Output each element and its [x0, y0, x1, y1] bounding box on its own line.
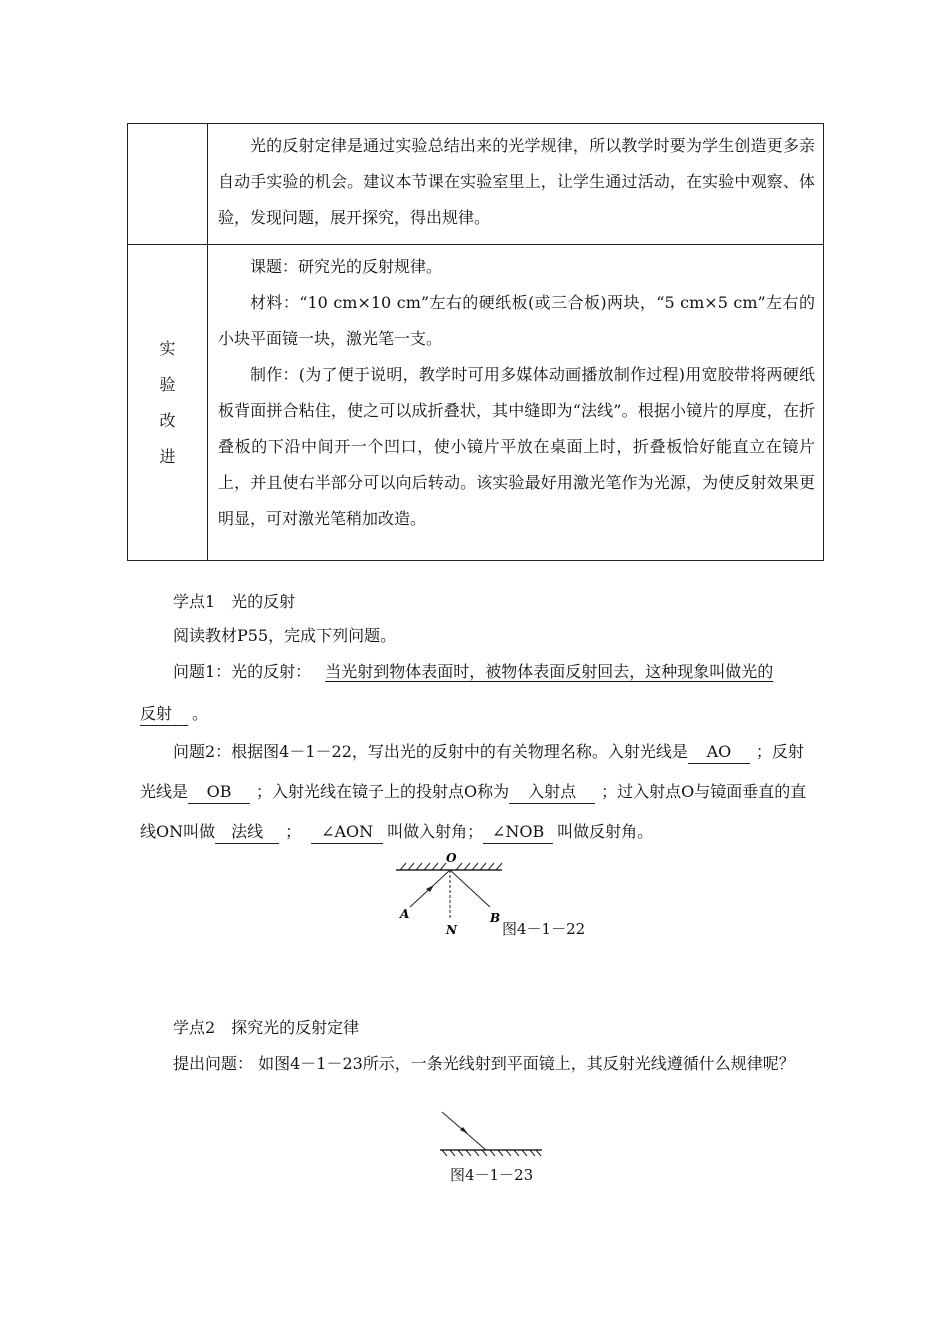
question2-text: 叫做反射角。 [557, 822, 654, 841]
question2-text: 叫做入射角； [387, 822, 484, 841]
experiment-materials: 材料：“10 cm×10 cm”左右的硬纸板(或三合板)两块，“5 cm×5 cm”左右的小块平面镜一块，激光笔一支。 [218, 293, 815, 348]
section2-heading: 学点2 探究光的反射定律 [173, 1018, 360, 1037]
row-label-experiment-improvement [128, 245, 208, 561]
question2-text: 光线是 [140, 782, 189, 801]
incident-ray-answer: AO [688, 741, 750, 764]
question2-text: 线ON叫做 [140, 822, 216, 841]
question2-text: ；过入射点O与镜面垂直的直 [601, 782, 807, 801]
mirror-hatching [442, 1150, 541, 1156]
row-label-empty [128, 124, 208, 245]
question2-line1 [173, 740, 804, 764]
question2-line3 [140, 820, 653, 844]
normal-answer: 法线 [215, 821, 279, 844]
section1-heading: 学点1 光的反射 [173, 592, 296, 611]
label-a: A [400, 907, 410, 921]
row-content [208, 245, 824, 561]
figure-caption-4-1-22: 图4－1－22 [502, 920, 586, 938]
question1-line1 [173, 660, 773, 684]
design-note-text: 光的反射定律是通过实验总结出来的光学规律，所以教学时要为学生创造更多亲自动手实验的机会。建议本节课在实验室里上，让学生通过活动，在实验中观察、体验，发现问题，展开探究，得出规律。 [218, 136, 815, 227]
question1-answer-part1: 当光射到物体表面时，被物体表面反射回去，这种现象叫做光的 [325, 662, 774, 681]
table-row [128, 124, 824, 245]
reflected-ray-answer: OB [188, 781, 250, 804]
teaching-notes-table [127, 123, 824, 561]
label-char: 进 [159, 446, 176, 466]
question1-answer-part2: 反射 [140, 703, 188, 726]
question1-prefix: 问题1：光的反射： [173, 662, 312, 681]
reading-instruction: 阅读教材P55，完成下列问题。 [173, 626, 397, 645]
point-of-incidence-answer: 入射点 [509, 781, 595, 804]
angle-of-incidence-answer: ∠AON [311, 821, 383, 844]
plane-mirror-diagram [436, 1108, 546, 1160]
label-n: N [446, 923, 457, 937]
question2-text: ；反射 [755, 742, 804, 761]
question1-line2 [140, 702, 208, 726]
label-char: 验 [159, 374, 176, 394]
question1-suffix: 。 [192, 704, 209, 723]
question2-text: ； [285, 822, 302, 841]
figure-caption-4-1-23: 图4－1－23 [450, 1166, 534, 1184]
label-b: B [490, 911, 501, 925]
reflection-diagram [390, 852, 510, 942]
row-content [208, 124, 824, 245]
question2-text: ；入射光线在镜子上的投射点O称为 [256, 782, 510, 801]
experiment-making: 制作：(为了便于说明，教学时可用多媒体动画播放制作过程)用宽胶带将两硬纸板背面拼合粘住，使之可以成折叠状，其中缝即为“法线”。根据小镜片的厚度，在折叠板的下沿中间开一个凹口，使小镜片平放在桌面上时，折叠板恰好能直立在镜片上，并且使右半部分可以向后转动。该实验最好用激光笔作为光源，为使反射效果更明显，可对激光笔稍加改造。 [218, 365, 815, 528]
angle-of-reflection-answer: ∠NOB [483, 821, 553, 844]
label-o: O [446, 852, 457, 865]
table-row [128, 245, 824, 561]
question2-line2 [140, 780, 806, 804]
label-char: 改 [159, 410, 176, 430]
label-char: 实 [159, 338, 176, 358]
section2-question: 提出问题： 如图4－1－23所示，一条光线射到平面镜上，其反射光线遵循什么规律呢？ [173, 1054, 795, 1073]
question2-text: 问题2：根据图4－1－22，写出光的反射中的有关物理名称。入射光线是 [173, 742, 688, 761]
experiment-topic: 课题：研究光的反射规律。 [250, 257, 443, 276]
